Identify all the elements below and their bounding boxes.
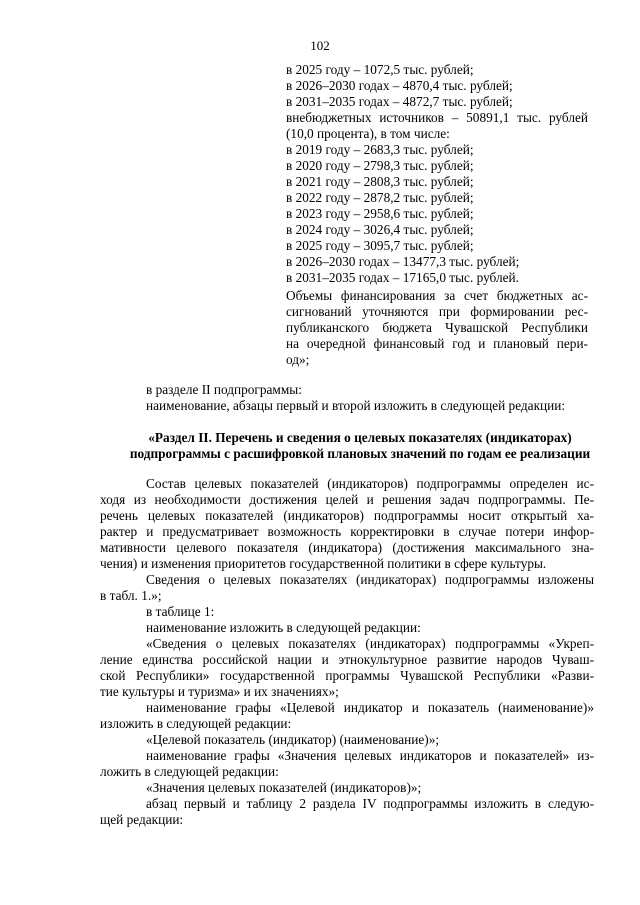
instruction-line: наименование, абзацы первый и второй изложить в следующей редакции:: [146, 398, 566, 413]
funding-line: в 2021 году – 2808,3 тыс. рублей;: [286, 174, 474, 189]
funding-line: в 2025 году – 3095,7 тыс. рублей;: [286, 238, 474, 253]
funding-line: на очередной финансовый год и плановый пери-: [286, 336, 588, 351]
body-line: ление единства российской нации и этнокультурное развитие народов Чуваш-: [100, 652, 594, 667]
body-line: в таблице 1:: [146, 604, 215, 619]
funding-line: в 2026–2030 годах – 4870,4 тыс. рублей;: [286, 78, 513, 93]
body-line: чения) и изменения приоритетов государственной политики в сфере культуры.: [100, 556, 547, 571]
funding-line: в 2026–2030 годах – 13477,3 тыс. рублей;: [286, 254, 520, 269]
body-line: ходя из необходимости достижения целей и решения задач подпрограммы. Пе-: [100, 492, 594, 507]
funding-line: в 2020 году – 2798,3 тыс. рублей;: [286, 158, 474, 173]
funding-line: в 2031–2035 годах – 4872,7 тыс. рублей;: [286, 94, 513, 109]
body-line: щей редакции:: [100, 812, 184, 827]
body-line: абзац первый и таблицу 2 раздела IV подпрограммы изложить в следую-: [146, 796, 594, 811]
funding-line: в 2019 году – 2683,3 тыс. рублей;: [286, 142, 474, 157]
body-line: наименование изложить в следующей редакции:: [146, 620, 421, 635]
body-line: наименование графы «Целевой индикатор и показатель (наименование)»: [146, 700, 594, 715]
body-line: ской Республики» государственной программы Чувашской Республики «Разви-: [100, 668, 594, 683]
funding-line: в 2031–2035 годах – 17165,0 тыс. рублей.: [286, 270, 519, 285]
funding-line: од»;: [286, 352, 310, 367]
body-line: «Целевой показатель (индикатор) (наименование)»;: [146, 732, 440, 747]
funding-line: в 2024 году – 3026,4 тыс. рублей;: [286, 222, 474, 237]
body-line: Сведения о целевых показателях (индикаторах) подпрограммы изложены: [146, 572, 594, 587]
funding-line: в 2022 году – 2878,2 тыс. рублей;: [286, 190, 474, 205]
funding-line: сигнований уточняются при формировании рес-: [286, 304, 588, 319]
funding-line: публиканского бюджета Чувашской Республики: [286, 320, 588, 335]
body-line: «Сведения о целевых показателях (индикаторах) подпрограммы «Укреп-: [146, 636, 594, 651]
funding-line: в 2023 году – 2958,6 тыс. рублей;: [286, 206, 474, 221]
funding-line: Объемы финансирования за счет бюджетных ас-: [286, 288, 588, 303]
body-line: тие культуры и туризма» и их значениях»;: [100, 684, 339, 699]
body-line: рактер и предусматривает возможность корректировки в случае потери инфор-: [100, 524, 594, 539]
body-line: в табл. 1.»;: [100, 588, 162, 603]
funding-line: внебюджетных источников – 50891,1 тыс. рублей: [286, 110, 588, 125]
body-line: ложить в следующей редакции:: [100, 764, 279, 779]
body-line: «Значения целевых показателей (индикаторов)»;: [146, 780, 422, 795]
instruction-line: в разделе II подпрограммы:: [146, 382, 302, 397]
body-line: наименование графы «Значения целевых индикаторов и показателей» из-: [146, 748, 594, 763]
page-number: 102: [310, 38, 330, 53]
body-line: изложить в следующей редакции:: [100, 716, 292, 731]
body-line: мативности целевого показателя (индикатора) (достижения максимального зна-: [100, 540, 594, 555]
section-heading-line: «Раздел II. Перечень и сведения о целевых показателях (индикаторах): [148, 430, 572, 445]
section-heading-line: подпрограммы с расшифровкой плановых значений по годам ее реализации: [129, 446, 591, 461]
body-line: речень целевых показателей (индикаторов) подпрограммы носит открытый ха-: [100, 508, 594, 523]
body-line: Состав целевых показателей (индикаторов) подпрограммы определен ис-: [146, 476, 594, 491]
funding-line: в 2025 году – 1072,5 тыс. рублей;: [286, 62, 474, 77]
funding-line: (10,0 процента), в том числе:: [286, 126, 450, 141]
